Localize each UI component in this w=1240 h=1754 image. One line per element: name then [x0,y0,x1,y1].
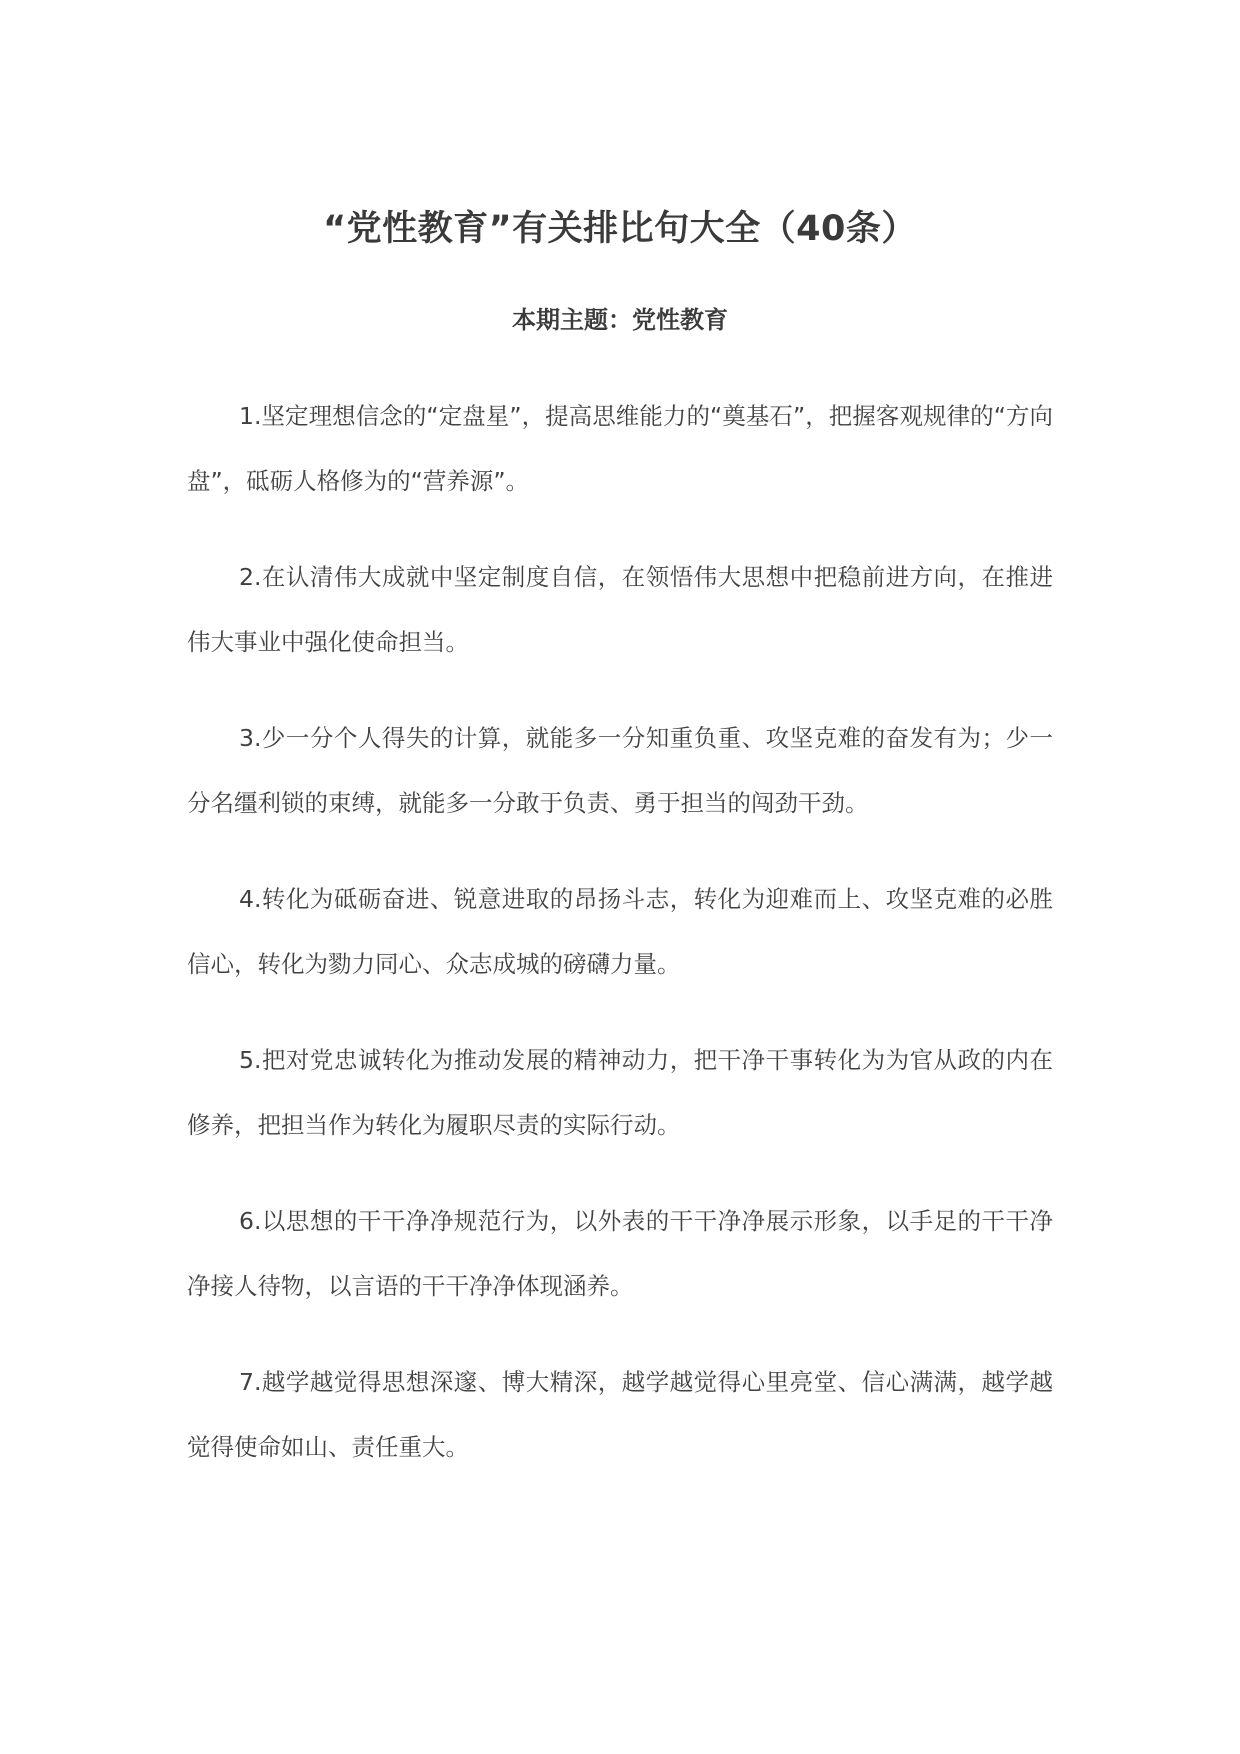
list-item: 4.转化为砥砺奋进、锐意进取的昂扬斗志，转化为迎难而上、攻坚克难的必胜信心，转化为勠力同心、众志成城的磅礴力量。 [187,885,1053,978]
list-item: 6.以思想的干干净净规范行为，以外表的干干净净展示形象，以手足的干干净净接人待物，以言语的干干净净体现涵养。 [187,1207,1053,1300]
document-subtitle: 本期主题：党性教育 [512,306,728,334]
list-item: 2.在认清伟大成就中坚定制度自信，在领悟伟大思想中把稳前进方向，在推进伟大事业中强化使命担当。 [187,563,1053,656]
sentence-list [187,384,1053,1511]
list-item: 5.把对党忠诚转化为推动发展的精神动力，把干净干事转化为为官从政的内在修养，把担当作为转化为履职尽责的实际行动。 [187,1046,1053,1139]
list-item: 1.坚定理想信念的“定盘星”，提高思维能力的“奠基石”，把握客观规律的“方向盘”，砥砺人格修为的“营养源”。 [187,402,1053,495]
list-item: 7.越学越觉得思想深邃、博大精深，越学越觉得心里亮堂、信心满满，越学越觉得使命如山、责任重大。 [187,1368,1053,1461]
list-item: 3.少一分个人得失的计算，就能多一分知重负重、攻坚克难的奋发有为；少一分名缰利锁的束缚，就能多一分敢于负责、勇于担当的闯劲干劲。 [187,724,1053,817]
document-title: “党性教育”有关排比句大全（40条） [323,209,917,249]
